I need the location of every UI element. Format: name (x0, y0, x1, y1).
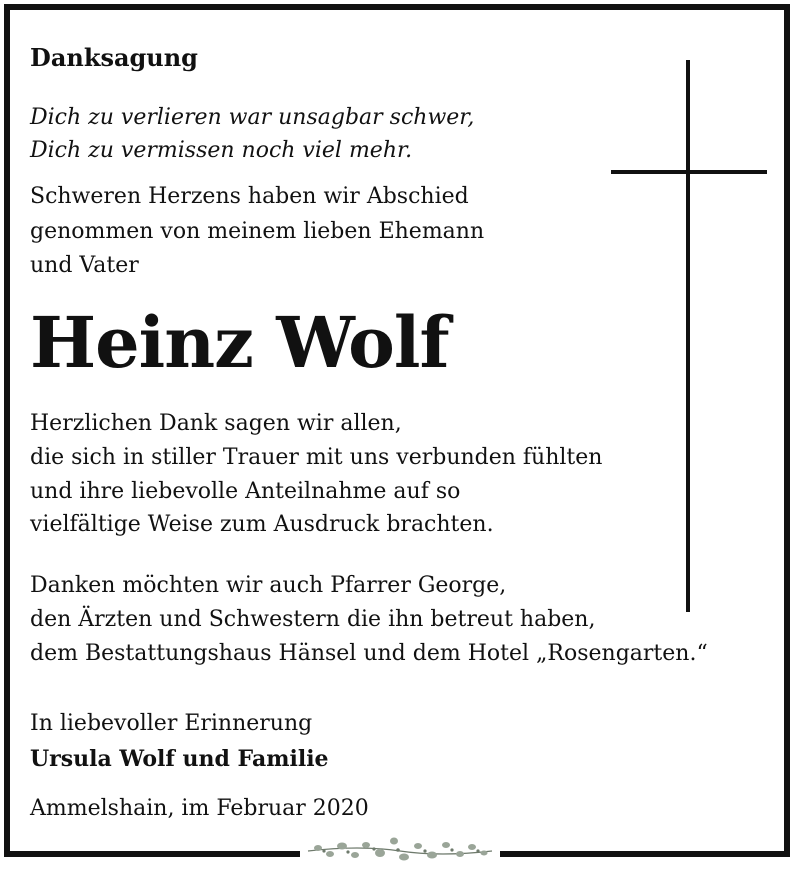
floral-ornament-icon (300, 831, 500, 867)
place-date: Ammelshain, im Februar 2020 (30, 796, 369, 821)
thanks-line: Herzlichen Dank sagen wir allen, (30, 411, 402, 436)
intro-line: und Vater (30, 253, 139, 278)
verse-line: Dich zu verlieren war unsagbar schwer, (30, 105, 475, 130)
intro-line: genommen von meinem lieben Ehemann (30, 219, 485, 244)
thanks-line: vielfältige Weise zum Ausdruck brachten. (30, 512, 494, 537)
thanks2-line: Danken möchten wir auch Pfarrer George, (30, 573, 507, 598)
thanks-line: und ihre liebevolle Anteilnahme auf so (30, 479, 461, 504)
thanks2-line: dem Bestattungshaus Hänsel und dem Hotel „Rosengarten.“ (30, 641, 708, 666)
thanks-line: die sich in stiller Trauer mit uns verbunden fühlten (30, 445, 603, 470)
thanks2-line: den Ärzten und Schwestern die ihn betreut haben, (30, 607, 596, 632)
verse-line: Dich zu vermissen noch viel mehr. (30, 138, 413, 163)
frame-bottom-left (4, 851, 300, 857)
deceased-name: Heinz Wolf (30, 301, 449, 384)
cross-icon-crossbar (611, 170, 767, 174)
intro-line: Schweren Herzens haben wir Abschied (30, 184, 469, 209)
signature: Ursula Wolf und Familie (30, 746, 329, 772)
remembrance: In liebevoller Erinnerung (30, 711, 313, 736)
frame-bottom-right (500, 851, 790, 857)
heading: Danksagung (30, 43, 198, 72)
cross-icon (686, 60, 690, 612)
